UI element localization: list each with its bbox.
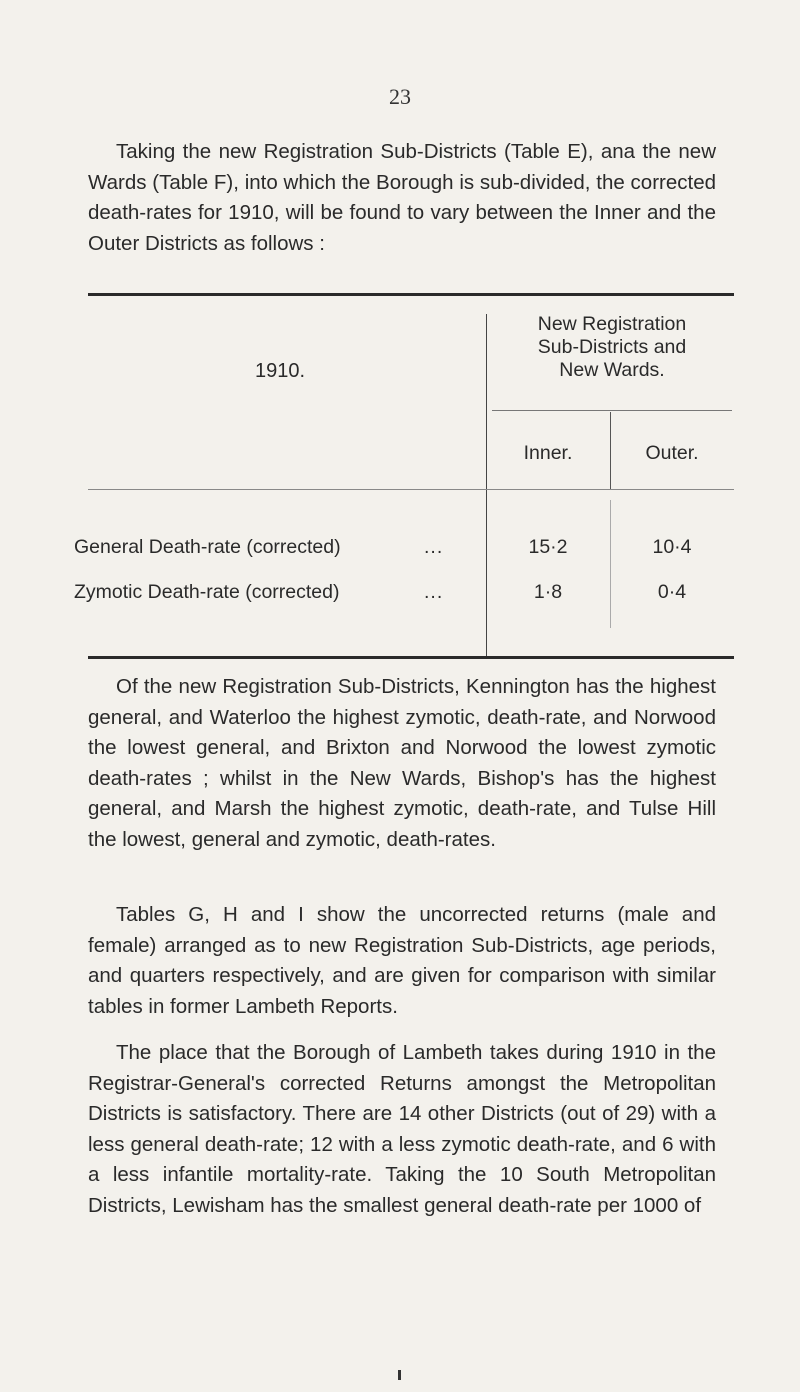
table-bottom-rule <box>88 656 734 659</box>
row-label: General Death-rate (corrected) <box>74 536 341 558</box>
table-body-divider <box>610 500 611 628</box>
body-paragraph: The place that the Borough of Lambeth takes during 1910 in the Registrar-General's corrected Returns amongst the Metropolitan Districts is satisfactory. There are 14 other Districts (out of 29) with a less general death-rate; 12 with a less zymotic death-rate, and 6 with a less infantile mortality-rate. Taking the 10 South Metropolitan Districts, Lewisham has the smallest general death-rate per 1000 of <box>88 1041 716 1217</box>
table-column-divider <box>486 314 487 656</box>
print-mark <box>398 1370 401 1380</box>
table-outer-header: Outer. <box>645 442 699 464</box>
row-leader-dots: ... <box>424 581 444 603</box>
page-number: 23 <box>389 84 411 109</box>
table-year-header: 1910. <box>255 360 306 382</box>
outer-value: 0·4 <box>657 581 687 603</box>
inner-value: 15·2 <box>528 536 568 558</box>
table-subheader-rule <box>492 410 732 411</box>
row-leader-dots: ... <box>424 536 444 558</box>
body-paragraph: Tables G, H and I show the uncorrected returns (male and female) arranged as to new Registration Sub-Districts, age periods, and quarters respectively, and are given for comparison with similar tables in former Lambeth Reports. <box>88 903 716 1018</box>
outer-value: 10·4 <box>652 536 692 558</box>
table-inner-header: Inner. <box>523 442 573 464</box>
table-group-header: New Registration Sub-Districts and New Wards. <box>537 313 687 381</box>
table-header-rule <box>88 489 734 490</box>
inner-value: 1·8 <box>533 581 563 603</box>
body-paragraph: Of the new Registration Sub-Districts, Kennington has the highest general, and Waterloo the highest zymotic, death-rate, and Norwood the lowest general, and Brixton and Norwood the lowest zymotic death-rates ; whilst in the New Wards, Bishop's has the highest general, and Marsh the highest zymotic, death-rate, and Tulse Hill the lowest, general and zymotic, death-rates. <box>88 675 716 851</box>
table-top-rule <box>88 293 734 296</box>
intro-paragraph: Taking the new Registration Sub-Districts (Table E), ana the new Wards (Table F), into which the Borough is sub-divided, the corrected death-rates for 1910, will be found to vary between the Inner and the Outer Districts as follows : <box>88 140 716 255</box>
row-label: Zymotic Death-rate (corrected) <box>74 581 340 603</box>
